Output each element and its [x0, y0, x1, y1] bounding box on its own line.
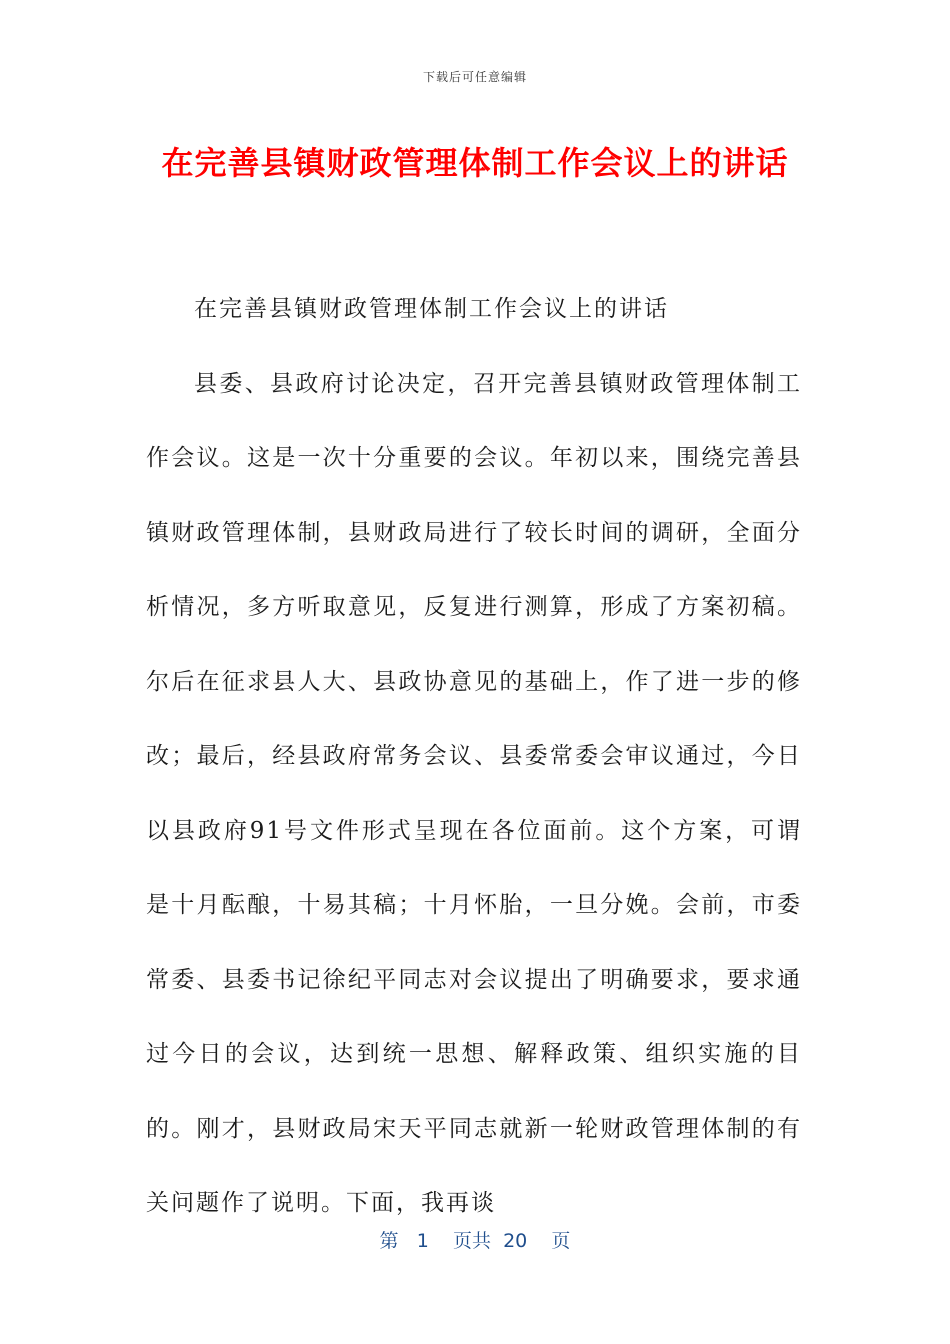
document-title: 在完善县镇财政管理体制工作会议上的讲话	[161, 144, 789, 182]
header-note: 下载后可任意编辑	[422, 70, 527, 84]
page-middle: 页共	[452, 1230, 491, 1252]
page-footer	[0, 1226, 950, 1253]
paragraph-body: 县委、县政府讨论决定，召开完善县镇财政管理体制工作会议。这是一次十分重要的会议。年初以来，围绕完善县镇财政管理体制，县财政局进行了较长时间的调研，全面分析情况，多方听取意见，反复进行测算，形成了方案初稿。尔后在征求县人大、县政协意见的基础上，作了进一步的修改；最后，经县政府常务会议、县委常委会审议通过，今日以县政府91号文件形式呈现在各位面前。这个方案，可谓是十月酝酿，十易其稿；十月怀胎，一旦分娩。会前，市委常委、县委书记徐纪平同志对会议提出了明确要求，要求通过今日的会议，达到统一思想、解释政策、组织实施的目的。刚才，县财政局宋天平同志就新一轮财政管理体制的有关问题作了说明。下面，我再谈	[146, 370, 802, 1216]
total-pages: 20	[503, 1230, 528, 1252]
paragraph-heading: 在完善县镇财政管理体制工作会议上的讲话	[194, 296, 669, 322]
page-prefix: 第	[379, 1230, 399, 1252]
page-suffix: 页	[551, 1230, 571, 1252]
current-page-number: 1	[416, 1230, 429, 1252]
document-body	[146, 272, 802, 1241]
